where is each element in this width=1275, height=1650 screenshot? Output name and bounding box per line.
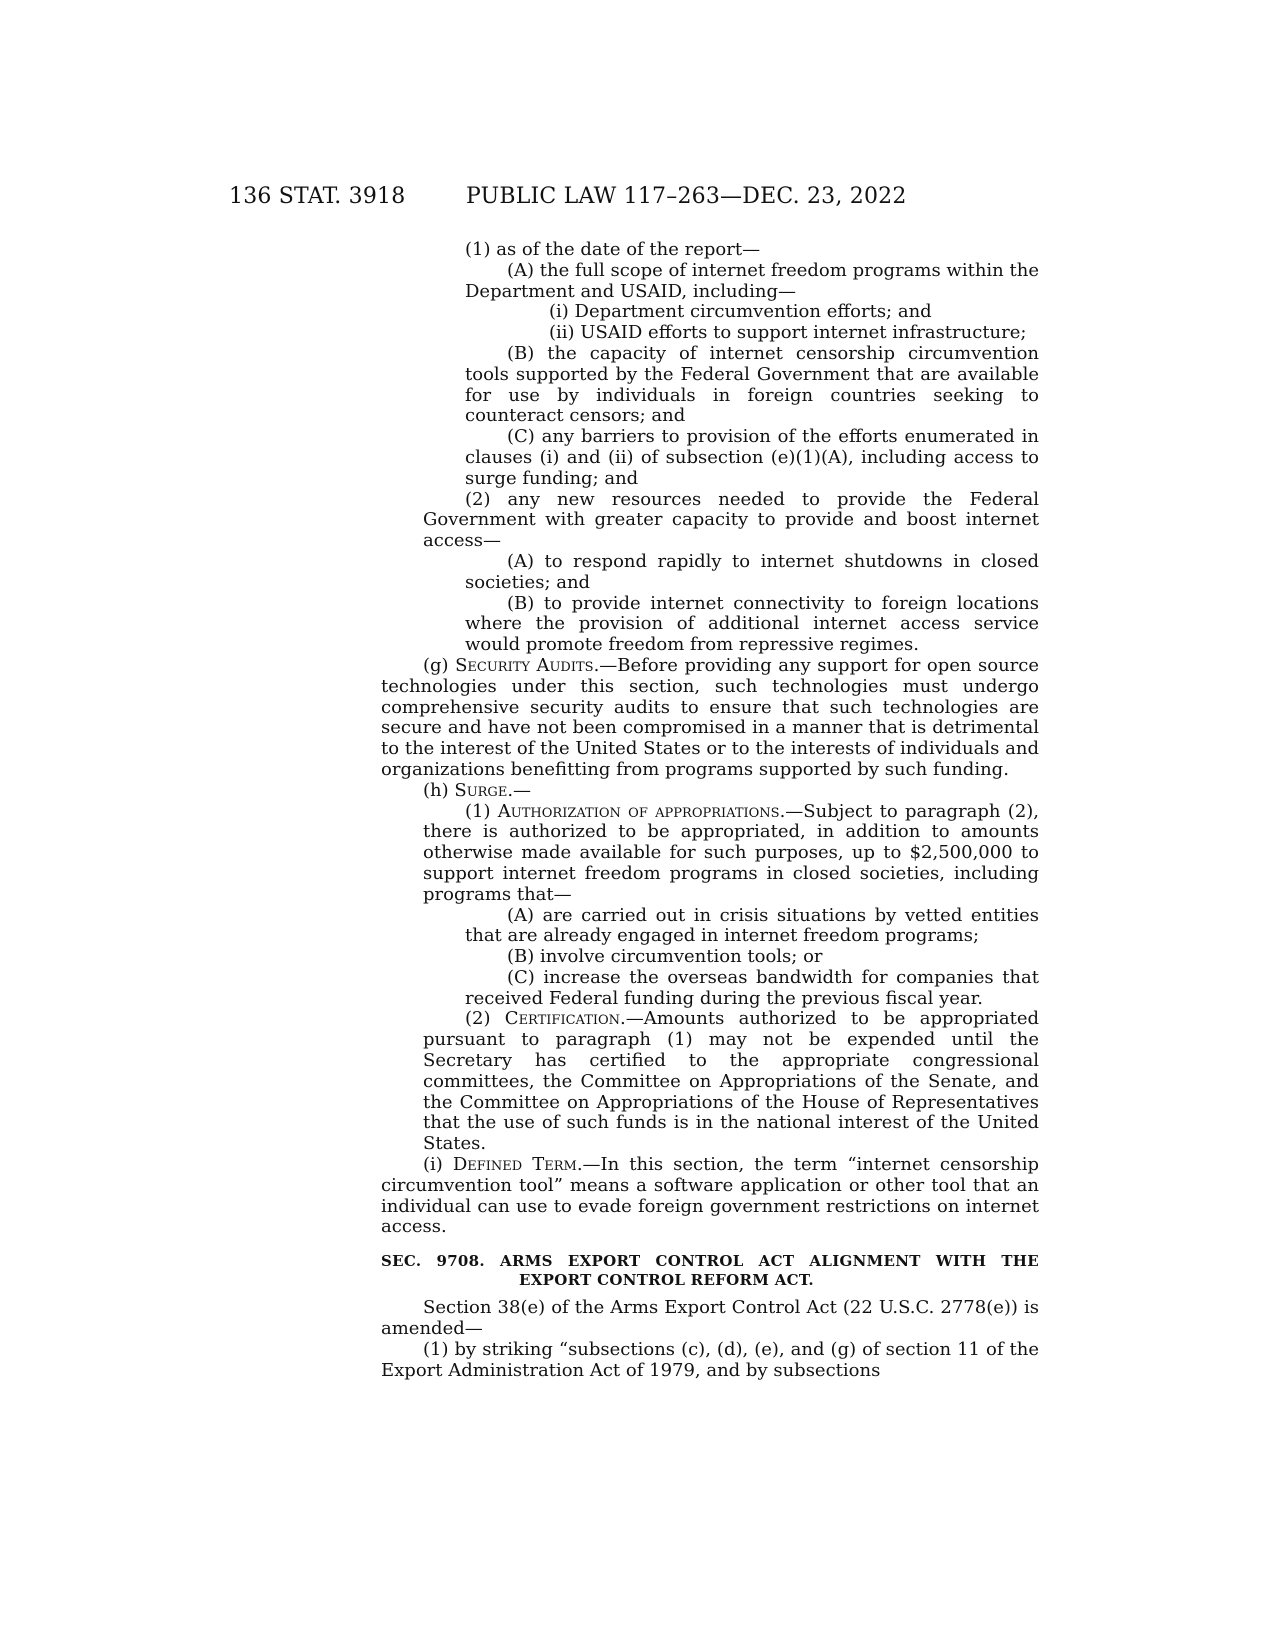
subsection-g-heading: Security Audits [455,654,594,676]
subparagraph-h1A: (A) are carried out in crisis situations by vetted entities that are already engaged in internet freedom programs; [465,904,1039,947]
paragraph-h2-certification: (2) Certification.—Amounts authorized to be appropriated pursuant to paragraph (1) may not be expended until the Secretary has certified to the appropriate congressional committees, the Committee on Appropriations of the Senate, and the Committee on Appropriations of the House of Representatives that the use of such funds is in the national interest of the United States. [423,1008,1039,1155]
section-9708-intro: Section 38(e) of the Arms Export Control Act (22 U.S.C. 2778(e)) is amended— [381,1297,1039,1340]
subparagraph-2B: (B) to provide internet connectivity to foreign locations where the provision of additional internet access service would promote freedom from repressive regimes. [465,592,1039,656]
section-heading-9708 [381,1252,1039,1290]
section-heading-line-1: SEC. 9708. ARMS EXPORT CONTROL ACT ALIGNMENT WITH THE [381,1252,1039,1271]
subsection-i-defined-term: (i) Defined Term.—In this section, the term “internet censorship circumvention tool” means a software application or other tool that an individual can use to evade foreign government restrictions on internet access. [381,1154,1039,1238]
subsection-h-heading: Surge [454,779,508,801]
public-law-title: PUBLIC LAW 117–263—DEC. 23, 2022 [466,184,907,209]
subsection-g-security-audits: (g) Security Audits.—Before providing any support for open source technologies under this section, such technologies must undergo comprehensive security audits to ensure that such technologies are secure and have not been compromised in a manner that is detrimental to the interest of the United States or to the interests of individuals and organizations benefitting from programs supported by such funding. [381,654,1039,780]
paragraph-h2-heading: Certification [504,1008,621,1030]
paragraph-1: (1) as of the date of the report— [465,239,761,260]
subparagraph-1A: (A) the full scope of internet freedom programs within the Department and USAID, including— [465,259,1039,302]
document-body [381,240,1039,1381]
paragraph-h1-authorization: (1) Authorization of appropriations.—Subject to paragraph (2), there is authorized to be appropriated, in addition to amounts otherwise made available for such purposes, up to $2,500,000 to support internet freedom programs in closed societies, including programs that— [423,800,1040,905]
clause-1Ai: (i) Department circumvention efforts; and [549,301,932,323]
subparagraph-1C: (C) any barriers to provision of the efforts enumerated in clauses (i) and (ii) of subsection (e)(1)(A), including access to surge funding; and [465,426,1039,489]
clause-1Aii: (ii) USAID efforts to support internet infrastructure; [549,322,1027,344]
paragraph-h1-heading: Authorization of appropriations [497,800,780,822]
subparagraph-2A: (A) to respond rapidly to internet shutdowns in closed societies; and [465,550,1039,593]
statute-page-reference: 136 STAT. 3918 [229,184,406,209]
subsection-i-heading: Defined Term [452,1154,577,1176]
paragraph-2: (2) any new resources needed to provide the Federal Government with greater capacity to provide and boost internet access— [423,488,1039,552]
subparagraph-h1B: (B) involve circumvention tools; or [507,946,823,968]
subparagraph-h1C: (C) increase the overseas bandwidth for companies that received Federal funding during the previous fiscal year. [465,966,1039,1009]
subparagraph-1B: (B) the capacity of internet censorship circumvention tools supported by the Federal Government that are available for use by individuals in foreign countries seeking to counteract censors; and [465,342,1039,427]
page-header [0,184,1275,214]
subsection-h-surge: (h) Surge.— [423,779,532,801]
section-9708-paragraph-1: (1) by striking “subsections (c), (d), (e), and (g) of section 11 of the Export Administration Act of 1979, and by subsections [381,1338,1039,1381]
section-heading-line-2: EXPORT CONTROL REFORM ACT. [519,1271,814,1290]
